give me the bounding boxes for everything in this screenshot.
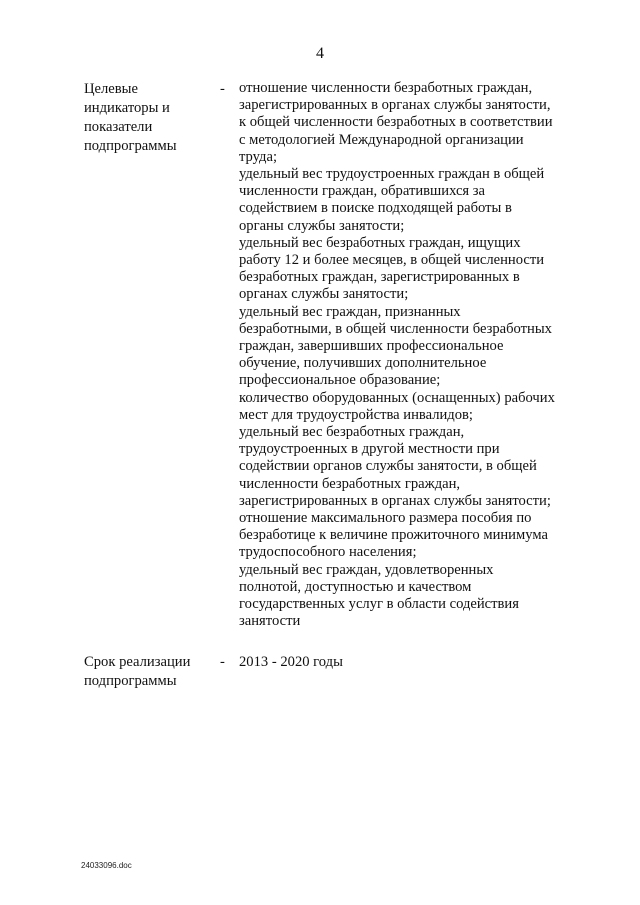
indicator-line: количество оборудованных (оснащенных) рабочих bbox=[239, 389, 555, 406]
indicator-line: удельный вес безработных граждан, bbox=[239, 424, 465, 441]
indicator-line: безработных граждан, зарегистрированных в bbox=[239, 269, 520, 286]
indicators-dash: - bbox=[220, 81, 225, 97]
indicator-line: безработице к величине прожиточного минимума bbox=[239, 527, 548, 544]
indicator-line: мест для трудоустройства инвалидов; bbox=[239, 406, 473, 423]
indicator-line: удельный вес граждан, признанных bbox=[239, 303, 461, 320]
indicator-line: граждан, завершивших профессиональное bbox=[239, 338, 504, 355]
indicator-line: полнотой, доступностью и качеством bbox=[239, 578, 472, 595]
indicator-line: зарегистрированных в органах службы занятости, bbox=[239, 97, 551, 114]
indicator-line: отношение максимального размера пособия по bbox=[239, 510, 532, 527]
indicator-line: государственных услуг в области содействия bbox=[239, 596, 519, 613]
indicator-line: численности граждан, обратившихся за bbox=[239, 183, 486, 200]
indicator-line: профессиональное образование; bbox=[239, 372, 441, 389]
indicator-line: трудоспособного населения; bbox=[239, 544, 417, 561]
term-value: 2013 - 2020 годы bbox=[239, 654, 343, 670]
indicators-label bbox=[84, 80, 214, 156]
term-label-line: подпрограммы bbox=[84, 673, 177, 689]
footer-filename: 24033096.doc bbox=[81, 861, 132, 870]
term-dash: - bbox=[220, 654, 225, 670]
indicator-line: содействием в поиске подходящей работы в bbox=[239, 200, 512, 217]
indicators-list bbox=[239, 80, 584, 631]
indicator-line: содействии органов службы занятости, в общей bbox=[239, 458, 537, 475]
indicators-label-line: индикаторы и bbox=[84, 100, 170, 116]
indicators-label-line: подпрограммы bbox=[84, 138, 177, 154]
indicator-line: удельный вес трудоустроенных граждан в общей bbox=[239, 166, 545, 183]
indicator-line: органах службы занятости; bbox=[239, 286, 409, 303]
indicator-line: к общей численности безработных в соответствии bbox=[239, 114, 553, 131]
indicator-line: труда; bbox=[239, 148, 277, 165]
indicator-line: обучение, получивших дополнительное bbox=[239, 355, 487, 372]
indicator-line: численности безработных граждан, bbox=[239, 475, 461, 492]
indicators-label-line: Целевые bbox=[84, 81, 138, 97]
indicator-line: органы службы занятости; bbox=[239, 217, 405, 234]
indicator-line: трудоустроенных в другой местности при bbox=[239, 441, 500, 458]
indicator-line: с методологией Международной организации bbox=[239, 131, 524, 148]
indicator-line: занятости bbox=[239, 613, 301, 630]
indicator-line: удельный вес граждан, удовлетворенных bbox=[239, 561, 494, 578]
indicator-line: отношение численности безработных граждан, bbox=[239, 80, 533, 96]
term-label-line: Срок реализации bbox=[84, 654, 191, 670]
indicator-line: безработными, в общей численности безработных bbox=[239, 320, 552, 337]
indicators-label-line: показатели bbox=[84, 119, 153, 135]
indicator-line: удельный вес безработных граждан, ищущих bbox=[239, 234, 521, 251]
page-number: 4 bbox=[316, 45, 324, 62]
indicator-line: зарегистрированных в органах службы занятости; bbox=[239, 492, 551, 509]
indicator-line: работу 12 и более месяцев, в общей численности bbox=[239, 252, 545, 269]
term-label bbox=[84, 653, 214, 691]
